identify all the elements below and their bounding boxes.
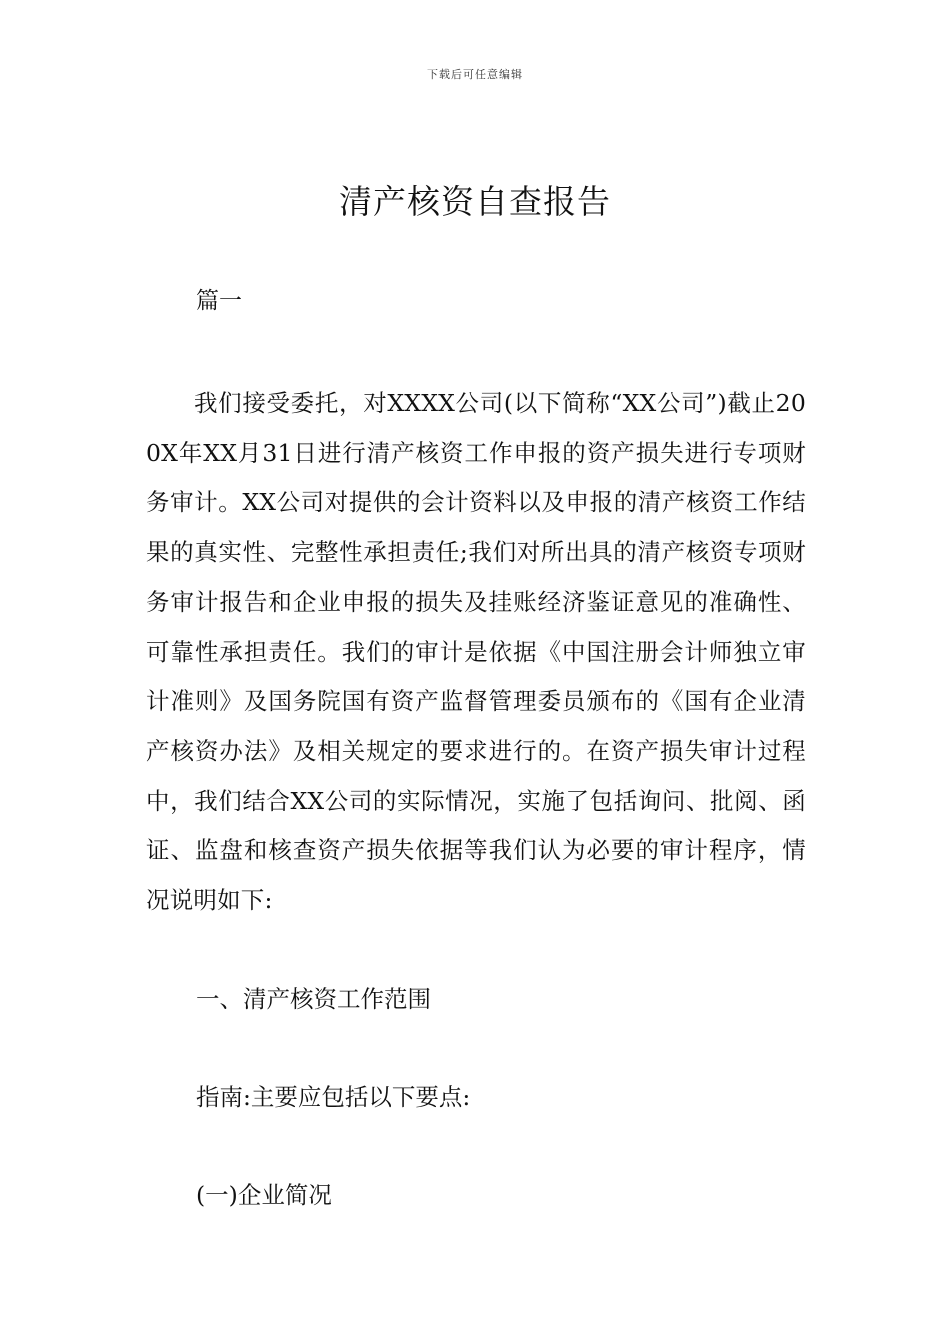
document-title: 清产核资自查报告 — [339, 182, 611, 221]
section-label: 篇一 — [196, 288, 242, 314]
header-note: 下载后可任意编辑 — [427, 68, 523, 81]
guide-text: 指南:主要应包括以下要点: — [196, 1083, 471, 1111]
section-heading: 一、清产核资工作范围 — [196, 985, 431, 1013]
sub-item-heading: (一)企业简况 — [196, 1181, 332, 1209]
body-paragraph: 我们接受委托，对XXXX公司(以下简称“XX公司”)截止200X年XX月31日进行清产核资工作申报的资产损失进行专项财务审计。XX公司对提供的会计资料以及申报的清产核资工作结果的真实性、完整性承担责任;我们对所出具的清产核资专项财务审计报告和企业申报的损失及挂账经济鉴证意见的准确性、可靠性承担责任。我们的审计是依据《中国注册会计师独立审计准则》及国务院国有资产监督管理委员颁布的《国有企业清产核资办法》及相关规定的要求进行的。在资产损失审计过程中，我们结合XX公司的实际情况，实施了包括询问、批阅、函证、监盘和核查资产损失依据等我们认为必要的审计程序，情况说明如下: — [146, 389, 806, 915]
